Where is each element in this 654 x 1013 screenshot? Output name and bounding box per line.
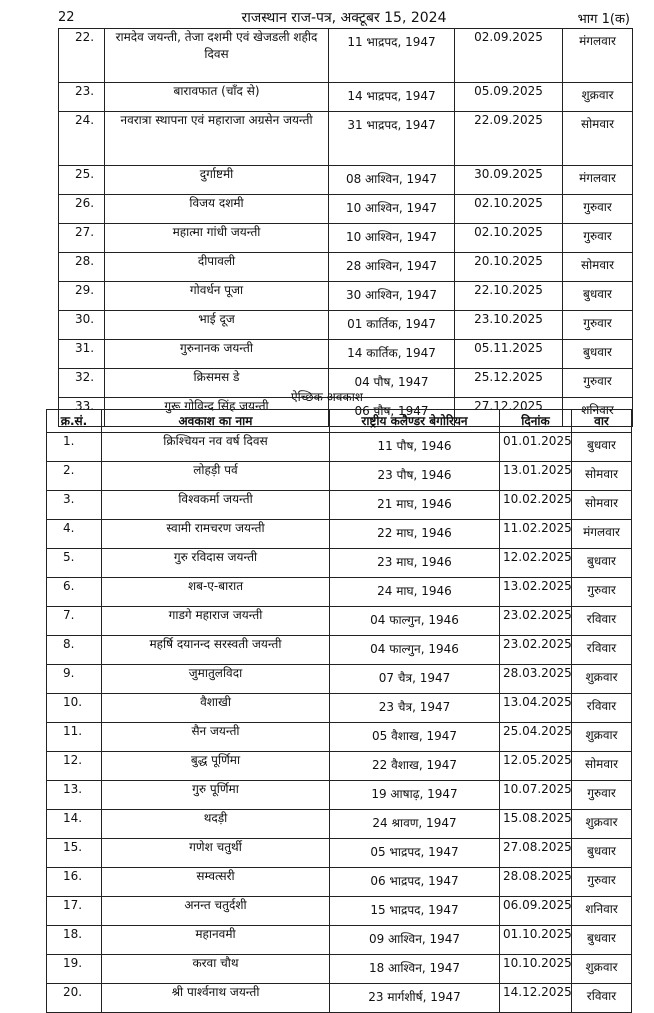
date-cell: 13.04.2025 — [500, 694, 572, 723]
optional-holidays-heading: ऐच्छिक अवकाश — [291, 390, 363, 404]
national-calendar-cell: 19 आषाढ़, 1947 — [330, 781, 500, 810]
holiday-name-cell: वैशाखी — [102, 694, 330, 723]
holiday-name-cell: विजय दशमी — [105, 195, 329, 224]
weekday-cell: शुक्रवार — [572, 723, 632, 752]
table-row — [47, 781, 632, 810]
holiday-name-cell: क्रिश्चियन नव वर्ष दिवस — [102, 433, 330, 462]
table-row — [47, 723, 632, 752]
serial-number-cell: 2. — [47, 462, 102, 491]
serial-number-cell: 9. — [47, 665, 102, 694]
column-header-day: वार — [572, 410, 632, 433]
date-cell: 11.02.2025 — [500, 520, 572, 549]
serial-number-cell: 15. — [47, 839, 102, 868]
column-header-date: दिनांक — [500, 410, 572, 433]
holiday-name-cell: श्री पार्श्वनाथ जयन्ती — [102, 984, 330, 1013]
national-calendar-cell: 31 भाद्रपद, 1947 — [329, 112, 455, 166]
date-cell: 10.02.2025 — [500, 491, 572, 520]
national-calendar-cell: 01 कार्तिक, 1947 — [329, 311, 455, 340]
holiday-name-cell: गुरुनानक जयन्ती — [105, 340, 329, 369]
weekday-cell: सोमवार — [563, 112, 633, 166]
weekday-cell: गुरुवार — [572, 868, 632, 897]
national-calendar-cell: 22 वैशाख, 1947 — [330, 752, 500, 781]
serial-number-cell: 7. — [47, 607, 102, 636]
weekday-cell: बुधवार — [563, 340, 633, 369]
weekday-cell: बुधवार — [563, 282, 633, 311]
national-calendar-cell: 04 फाल्गुन, 1946 — [330, 636, 500, 665]
column-header-sn: क्र.सं. — [47, 410, 102, 433]
weekday-cell: सोमवार — [572, 462, 632, 491]
page-header — [58, 8, 630, 28]
national-calendar-cell: 05 भाद्रपद, 1947 — [330, 839, 500, 868]
date-cell: 13.01.2025 — [500, 462, 572, 491]
national-calendar-cell: 23 पौष, 1946 — [330, 462, 500, 491]
weekday-cell: गुरुवार — [563, 369, 633, 398]
column-header-name: अवकाश का नाम — [102, 410, 330, 433]
weekday-cell: सोमवार — [572, 752, 632, 781]
national-calendar-cell: 28 आश्विन, 1947 — [329, 253, 455, 282]
table-row — [47, 897, 632, 926]
date-cell: 13.02.2025 — [500, 578, 572, 607]
date-cell: 25.12.2025 — [455, 369, 563, 398]
serial-number-cell: 5. — [47, 549, 102, 578]
date-cell: 22.10.2025 — [455, 282, 563, 311]
weekday-cell: गुरुवार — [563, 195, 633, 224]
table-row — [47, 839, 632, 868]
holiday-name-cell: अनन्त चतुर्दशी — [102, 897, 330, 926]
serial-number-cell: 19. — [47, 955, 102, 984]
serial-number-cell: 18. — [47, 926, 102, 955]
date-cell: 02.10.2025 — [455, 224, 563, 253]
table-row — [59, 166, 633, 195]
holiday-name-cell: महानवमी — [102, 926, 330, 955]
national-calendar-cell: 05 वैशाख, 1947 — [330, 723, 500, 752]
serial-number-cell: 24. — [59, 112, 105, 166]
table-row — [47, 752, 632, 781]
table-row — [47, 549, 632, 578]
serial-number-cell: 13. — [47, 781, 102, 810]
date-cell: 02.09.2025 — [455, 29, 563, 83]
serial-number-cell: 8. — [47, 636, 102, 665]
holiday-name-cell: गाडगे महाराज जयन्ती — [102, 607, 330, 636]
holiday-name-cell: बारावफात (चाँद से) — [105, 83, 329, 112]
date-cell: 28.08.2025 — [500, 868, 572, 897]
holiday-name-cell: बुद्ध पूर्णिमा — [102, 752, 330, 781]
national-calendar-cell: 09 आश्विन, 1947 — [330, 926, 500, 955]
weekday-cell: सोमवार — [572, 491, 632, 520]
holiday-name-cell: लोहड़ी पर्व — [102, 462, 330, 491]
weekday-cell: मंगलवार — [572, 520, 632, 549]
national-calendar-cell: 18 आश्विन, 1947 — [330, 955, 500, 984]
weekday-cell: शुक्रवार — [572, 810, 632, 839]
table-row — [59, 195, 633, 224]
serial-number-cell: 22. — [59, 29, 105, 83]
national-calendar-cell: 23 चैत्र, 1947 — [330, 694, 500, 723]
national-calendar-cell: 11 भाद्रपद, 1947 — [329, 29, 455, 83]
holiday-name-cell: महात्मा गांधी जयन्ती — [105, 224, 329, 253]
national-calendar-cell: 14 कार्तिक, 1947 — [329, 340, 455, 369]
date-cell: 23.10.2025 — [455, 311, 563, 340]
table-row — [47, 926, 632, 955]
serial-number-cell: 30. — [59, 311, 105, 340]
holiday-name-cell: गोवर्धन पूजा — [105, 282, 329, 311]
holiday-name-cell: स्वामी रामचरण जयन्ती — [102, 520, 330, 549]
weekday-cell: रविवार — [572, 984, 632, 1013]
serial-number-cell: 27. — [59, 224, 105, 253]
date-cell: 12.02.2025 — [500, 549, 572, 578]
table-row — [47, 694, 632, 723]
column-header-calendar: राष्ट्रीय कलैण्डर बेगोरियन — [330, 410, 500, 433]
serial-number-cell: 4. — [47, 520, 102, 549]
holiday-name-cell: जुमातुलविदा — [102, 665, 330, 694]
gazette-part: भाग 1(क) — [577, 12, 630, 27]
table-row — [59, 83, 633, 112]
national-calendar-cell: 23 माघ, 1946 — [330, 549, 500, 578]
holiday-name-cell: गुरू गोविन्द सिंह जयन्ती — [105, 398, 329, 427]
date-cell: 27.08.2025 — [500, 839, 572, 868]
holiday-name-cell: क्रिसमस डे — [105, 369, 329, 398]
date-cell: 12.05.2025 — [500, 752, 572, 781]
national-calendar-cell: 24 माघ, 1946 — [330, 578, 500, 607]
optional-holidays-body — [47, 433, 632, 1013]
table-row — [47, 491, 632, 520]
weekday-cell: रविवार — [572, 636, 632, 665]
serial-number-cell: 25. — [59, 166, 105, 195]
holiday-name-cell: शब-ए-बारात — [102, 578, 330, 607]
holiday-name-cell: सैन जयन्ती — [102, 723, 330, 752]
optional-holidays-table — [46, 409, 632, 1013]
table-row — [47, 984, 632, 1013]
serial-number-cell: 16. — [47, 868, 102, 897]
national-calendar-cell: 11 पौष, 1946 — [330, 433, 500, 462]
holiday-name-cell: दुर्गाष्टमी — [105, 166, 329, 195]
national-calendar-cell: 04 फाल्गुन, 1946 — [330, 607, 500, 636]
public-holidays-table — [58, 28, 633, 427]
weekday-cell: गुरुवार — [563, 311, 633, 340]
date-cell: 14.12.2025 — [500, 984, 572, 1013]
date-cell: 05.09.2025 — [455, 83, 563, 112]
holiday-name-cell: भाई दूज — [105, 311, 329, 340]
date-cell: 05.11.2025 — [455, 340, 563, 369]
weekday-cell: मंगलवार — [563, 166, 633, 195]
table-row — [47, 520, 632, 549]
table-header-row — [47, 410, 632, 433]
weekday-cell: गुरुवार — [563, 224, 633, 253]
date-cell: 15.08.2025 — [500, 810, 572, 839]
date-cell: 25.04.2025 — [500, 723, 572, 752]
weekday-cell: रविवार — [572, 607, 632, 636]
serial-number-cell: 3. — [47, 491, 102, 520]
serial-number-cell: 11. — [47, 723, 102, 752]
weekday-cell: शुक्रवार — [563, 83, 633, 112]
date-cell: 02.10.2025 — [455, 195, 563, 224]
table-row — [47, 868, 632, 897]
weekday-cell: शनिवार — [563, 398, 633, 427]
table-row — [47, 810, 632, 839]
date-cell: 22.09.2025 — [455, 112, 563, 166]
serial-number-cell: 20. — [47, 984, 102, 1013]
date-cell: 06.09.2025 — [500, 897, 572, 926]
gazette-title: राजस्थान राज-पत्र, अक्टूबर 15, 2024 — [241, 10, 447, 26]
serial-number-cell: 10. — [47, 694, 102, 723]
weekday-cell: बुधवार — [572, 549, 632, 578]
date-cell: 23.02.2025 — [500, 636, 572, 665]
holiday-name-cell: नवरात्रा स्थापना एवं महाराजा अग्रसेन जयन्ती — [105, 112, 329, 166]
national-calendar-cell: 06 पौष, 1947 — [329, 398, 455, 427]
weekday-cell: शनिवार — [572, 897, 632, 926]
national-calendar-cell: 10 आश्विन, 1947 — [329, 195, 455, 224]
serial-number-cell: 23. — [59, 83, 105, 112]
serial-number-cell: 6. — [47, 578, 102, 607]
weekday-cell: मंगलवार — [563, 29, 633, 83]
weekday-cell: सोमवार — [563, 253, 633, 282]
holiday-name-cell: करवा चौथ — [102, 955, 330, 984]
weekday-cell: शुक्रवार — [572, 665, 632, 694]
serial-number-cell: 12. — [47, 752, 102, 781]
table-row — [59, 311, 633, 340]
date-cell: 23.02.2025 — [500, 607, 572, 636]
serial-number-cell: 28. — [59, 253, 105, 282]
national-calendar-cell: 10 आश्विन, 1947 — [329, 224, 455, 253]
weekday-cell: रविवार — [572, 694, 632, 723]
date-cell: 27.12.2025 — [455, 398, 563, 427]
holiday-name-cell: थदड़ी — [102, 810, 330, 839]
holiday-name-cell: गुरु रविदास जयन्ती — [102, 549, 330, 578]
date-cell: 01.01.2025 — [500, 433, 572, 462]
holiday-name-cell: गणेश चतुर्थी — [102, 839, 330, 868]
table-row — [47, 636, 632, 665]
weekday-cell: बुधवार — [572, 433, 632, 462]
date-cell: 20.10.2025 — [455, 253, 563, 282]
weekday-cell: गुरुवार — [572, 781, 632, 810]
table-row — [47, 433, 632, 462]
table-row — [59, 112, 633, 166]
public-holidays-body — [59, 29, 633, 427]
national-calendar-cell: 30 आश्विन, 1947 — [329, 282, 455, 311]
table-row — [59, 340, 633, 369]
serial-number-cell: 1. — [47, 433, 102, 462]
national-calendar-cell: 22 माघ, 1946 — [330, 520, 500, 549]
holiday-name-cell: विश्वकर्मा जयन्ती — [102, 491, 330, 520]
table-row — [59, 224, 633, 253]
national-calendar-cell: 06 भाद्रपद, 1947 — [330, 868, 500, 897]
table-row — [47, 607, 632, 636]
date-cell: 30.09.2025 — [455, 166, 563, 195]
date-cell: 01.10.2025 — [500, 926, 572, 955]
holiday-name-cell: महर्षि दयानन्द सरस्वती जयन्ती — [102, 636, 330, 665]
holiday-name-cell: सम्वत्सरी — [102, 868, 330, 897]
date-cell: 10.07.2025 — [500, 781, 572, 810]
holiday-name-cell: रामदेव जयन्ती, तेजा दशमी एवं खेजडली शहीद दिवस — [105, 29, 329, 83]
weekday-cell: बुधवार — [572, 926, 632, 955]
serial-number-cell: 31. — [59, 340, 105, 369]
date-cell: 28.03.2025 — [500, 665, 572, 694]
table-row — [59, 29, 633, 83]
national-calendar-cell: 04 पौष, 1947 — [329, 369, 455, 398]
holiday-name-cell: गुरु पूर्णिमा — [102, 781, 330, 810]
national-calendar-cell: 14 भाद्रपद, 1947 — [329, 83, 455, 112]
holiday-name-cell: दीपावली — [105, 253, 329, 282]
table-row — [47, 955, 632, 984]
serial-number-cell: 17. — [47, 897, 102, 926]
serial-number-cell: 33. — [59, 398, 105, 427]
table-row — [47, 462, 632, 491]
serial-number-cell: 14. — [47, 810, 102, 839]
national-calendar-cell: 21 माघ, 1946 — [330, 491, 500, 520]
serial-number-cell: 32. — [59, 369, 105, 398]
table-row — [59, 253, 633, 282]
page-number: 22 — [58, 10, 75, 25]
table-row — [47, 665, 632, 694]
serial-number-cell: 26. — [59, 195, 105, 224]
national-calendar-cell: 07 चैत्र, 1947 — [330, 665, 500, 694]
serial-number-cell: 29. — [59, 282, 105, 311]
date-cell: 10.10.2025 — [500, 955, 572, 984]
national-calendar-cell: 15 भाद्रपद, 1947 — [330, 897, 500, 926]
national-calendar-cell: 23 मार्गशीर्ष, 1947 — [330, 984, 500, 1013]
table-row — [59, 282, 633, 311]
weekday-cell: शुक्रवार — [572, 955, 632, 984]
weekday-cell: गुरुवार — [572, 578, 632, 607]
table-row — [47, 578, 632, 607]
national-calendar-cell: 08 आश्विन, 1947 — [329, 166, 455, 195]
national-calendar-cell: 24 श्रावण, 1947 — [330, 810, 500, 839]
weekday-cell: बुधवार — [572, 839, 632, 868]
